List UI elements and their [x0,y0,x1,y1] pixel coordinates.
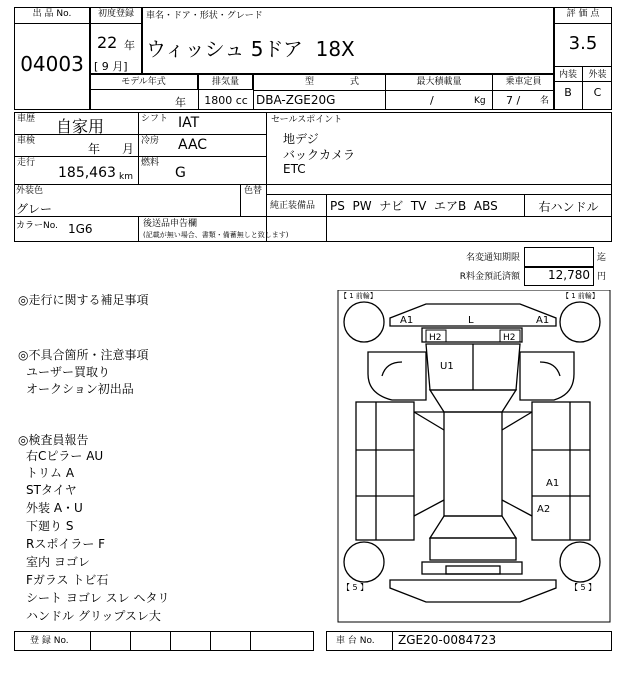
reg-no-label: 登 録 No. [30,636,69,646]
inspector-item-4: 外装 A・U [26,501,83,515]
driving-notes-title: ◎走行に関する補足事項 [18,293,149,307]
front-fender-right [520,352,574,400]
mark-h2-left: H2 [429,333,442,343]
exterior-color-value: グレー [16,202,53,216]
model-year-value: 年 [175,96,186,109]
model-label: 型 [305,77,315,87]
mileage-value: 185,463 [58,165,116,181]
displacement-label: 排気量 [199,75,253,90]
displacement-value: 1800 cc [204,94,248,107]
recycle-label: R料金預託済額 [459,272,520,282]
inspector-item-7: 室内 ヨゴレ [26,555,90,569]
body-left [356,402,414,540]
rear-window [430,516,516,538]
inspector-item-10: ハンドル グリップスレ大 [26,609,161,623]
mark-h2-right: H2 [503,333,516,343]
usage-label: 車歴 [17,114,36,124]
exterior-grade: C [583,81,612,110]
mark-a1-left: A1 [400,315,414,326]
post-docs-note: (記載が無い場合、書類・備蓄無しと致します) [143,231,289,239]
sales-points-label: セールスポイント [271,115,343,125]
model-value: DBA-ZGE20G [256,93,336,107]
chassis-label: 車 台 No. [336,636,375,646]
inspector-item-9: シート ヨゴレ スレ ヘタリ [26,591,170,605]
meter-unit: 迄 [597,253,607,263]
car-damage-diagram [330,290,612,624]
tire-rr-label: 【 5 】 [570,583,597,592]
lot-number: 04003 [20,52,84,76]
capacity-label: 乗車定員 [505,77,542,87]
color-no-value: 1G6 [68,222,93,236]
score-value: 3.5 [568,33,598,54]
mark-u1: U1 [440,361,454,372]
exterior-label: 外装 [583,66,612,81]
mark-a1-side: A1 [546,478,560,489]
rear-bumper [390,580,556,602]
color-no-label: カラーNo. [16,221,58,231]
usage-value: 自家用 [56,117,105,136]
inspector-item-1: 右Cピラー AU [26,449,104,463]
exterior-color-label: 外装色 [16,186,44,196]
lot-label: 出 品 No. [14,9,90,24]
shaken-month: 月 [122,142,135,156]
first-reg-year: 22 [97,33,118,52]
tire-rear-right [560,542,600,582]
front-fender-left [368,352,426,400]
defect-item-1: ユーザー買取り [26,365,111,379]
inspector-title: ◎検査員報告 [18,433,89,447]
model-year-label: モデル年式 [90,75,198,90]
mark-l: L [468,315,474,326]
model-label-2: 式 [350,77,360,87]
mark-a1-right: A1 [536,315,550,326]
car-name: ウィッシュ 5ドア 18X [146,37,355,61]
recycle-value: 12,780 [524,267,594,286]
max-load-unit: Kg [474,96,486,106]
steering-value: 右ハンドル [538,200,599,214]
sales-point-1: 地デジ [283,132,319,146]
tire-rl-label: 【 5 】 [342,583,369,592]
rear-hatch [430,538,516,560]
capacity-value: 7 / [506,94,521,107]
fuel-label: 燃料 [141,158,160,168]
tire-rear-left [344,542,384,582]
tire-front-left [344,302,384,342]
fuel-value: G [175,165,186,181]
first-reg-month: [ 9 月] [94,60,128,73]
capacity-unit: 名 [540,96,550,106]
inspector-item-3: STタイヤ [26,483,77,497]
shift-label: シフト [141,114,169,124]
equipment-value: PS PW ナビ TV エアB ABS [330,199,498,213]
color-change-label: 色替 [244,186,263,196]
tire-fl-label: 【 1 前輪】 [340,292,377,300]
interior-grade: B [554,81,583,110]
post-docs-label: 後送品申告欄 [143,219,198,229]
defect-item-2: オークション初出品 [26,382,134,396]
inspector-item-8: Fガラス トビ石 [26,573,109,587]
tire-front-right [560,302,600,342]
first-reg-label: 初度登録 [90,9,142,24]
meter-label: 名変通知期限 [465,253,520,263]
score-label: 評 価 点 [554,9,612,24]
body-right [532,402,590,540]
inspector-item-6: Rスポイラー F [26,537,106,551]
recycle-unit: 円 [597,272,607,282]
chassis-value: ZGE20-0084723 [398,633,497,647]
shift-value: IAT [178,115,200,131]
mileage-label: 走行 [17,158,36,168]
tire-fr-label: 【 1 前輪】 [562,292,599,300]
equipment-label: 純正装備品 [270,201,316,211]
ac-label: 冷房 [141,136,160,146]
interior-label: 内装 [554,66,583,81]
inspector-item-2: トリム A [26,466,75,480]
mileage-unit: km [119,172,133,182]
meter-value [524,247,594,267]
windshield [430,390,516,412]
shaken-label: 車検 [17,136,36,146]
inspector-item-5: 下廻り S [26,519,74,533]
defects-title: ◎不具合箇所・注意事項 [18,348,149,362]
shaken-year: 年 [88,142,101,156]
sales-point-2: バックカメラ [283,148,356,162]
sales-point-3: ETC [283,162,306,176]
ac-value: AAC [178,137,208,153]
mark-a2-side: A2 [537,504,551,515]
max-load-value: / [430,94,434,107]
max-load-label: 最大積載量 [416,77,462,87]
car-name-label: 車名・ドア・形状・グレード [146,11,263,21]
roof [444,412,502,516]
first-reg-year-unit: 年 [124,39,135,52]
